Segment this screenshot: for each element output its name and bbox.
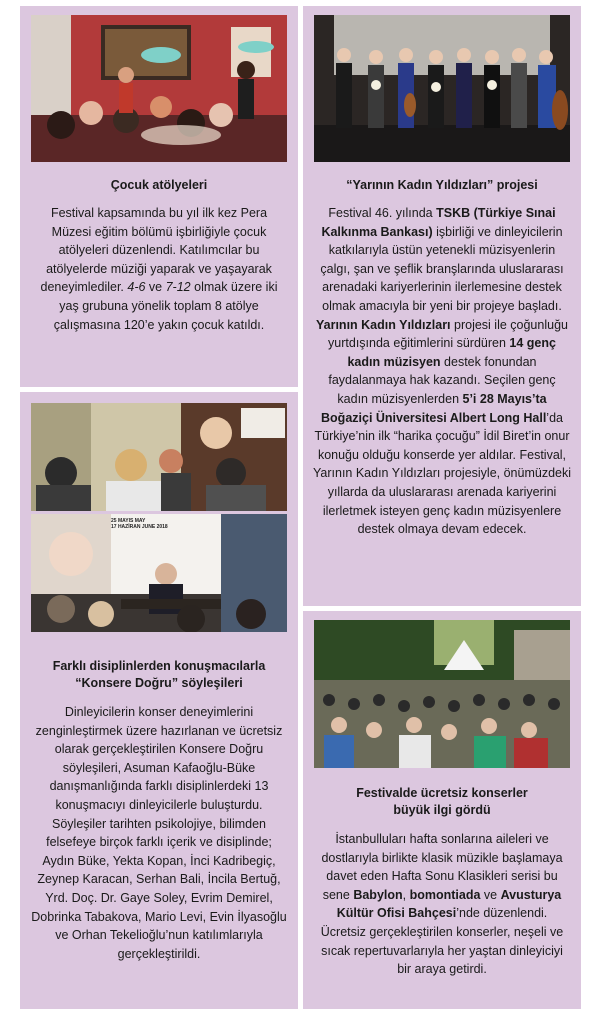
photo-women-musicians xyxy=(314,15,570,162)
body-text-segment: destek fonundan faydalanmaya hak kazandı. Seçilen genç kadın müzisyenlerden xyxy=(328,354,556,406)
body-text-segment: Babylon xyxy=(353,887,403,902)
body-text-segment: İstanbulluları hafta sonlarına aileleri ve dostlarıyla birlikte klasik müzikle başlamaya davet eden Hafta Sonu Klasikleri serisi bu sene xyxy=(321,832,563,902)
body-text-segment: olmak üzere iki yaş grubuna yönelik toplam 8 atölye çalışmasına 120’e yakın çocuk katıldı. xyxy=(53,280,278,332)
body-text-segment: Avusturya Kültür Ofisi Bahçesi xyxy=(336,887,562,921)
panel-cocuk-atolyeleri xyxy=(20,6,298,387)
body-text-segment: ’nde düzenlendi. Ücretsiz gerçekleştirilen konserler, neşeli ve sıcak repertuvarlarıyla her yaştan dinleyiciyi bir araya getirdi. xyxy=(320,906,564,977)
body-text-segment: Yarının Kadın Yıldızları xyxy=(316,317,451,332)
body-text-segment: 7-12 xyxy=(165,280,191,295)
body-text-segment: ve xyxy=(145,280,166,295)
panel-yarinin-kadin-yildizlari xyxy=(303,6,581,606)
section-title-line-2: “Konsere Doğru” söyleşileri xyxy=(75,676,243,690)
section-body xyxy=(313,204,571,539)
section-body xyxy=(30,204,288,334)
poster-line-2: 17 HAZİRAN JUNE 2018 xyxy=(111,524,168,530)
section-body xyxy=(313,830,571,979)
body-text-segment: bomontiada xyxy=(409,887,481,902)
body-text-segment: 14 genç kadın müzisyen xyxy=(347,336,556,369)
body-text-segment: projesi ile çoğunluğu yurtdışında eğitimlerini sürdüren xyxy=(328,317,568,351)
section-title-line-2: büyük ilgi gördü xyxy=(393,803,491,817)
body-text-segment: Dinleyicilerin konser deneyimlerini zenginleştirmek üzere hazırlanan ve ücretsiz olarak gerçekleştirilen Konsere Doğru söyleşileri, Asuman Kafaoğlu-Büke danışmanlığında farklı disiplinlerdeki 13 konuşmacıyı dinleyicilerle buluşturdu. Söyleşiler tarihten psikolojiye, bilimden felsefeye birçok farklı içerik ve disiplinde; Aydın Büke, Yekta Kopan, İnci Kadribegiç, Zeynep Karacan, Serhan Bali, İncila Bertuğ, Yrd. Doç. Dr. Gaye Soley, Evrim Demirel, Dobrinka Tabakova, Mario Levi, Evin İlyasoğlu ve Orhan Tekelioğlu’nun katılımlarıyla gerçekleştirildi. xyxy=(31,705,287,961)
panel-konsere-dogru xyxy=(20,392,298,1009)
body-text-segment: işbirliği ve dinleyicilerin katkılarıyla üstün yetenekli müzisyenlerin çalgı, şan ve şeflik branşlarında uluslararası arenadaki kariyerlerinin ilerlemesine destek olmak amacıyla bir yeni bir projeye başladı. xyxy=(320,224,564,313)
section-title-line-1: Farklı disiplinlerden konuşmacılarla xyxy=(52,659,266,673)
section-title: “Yarının Kadın Yıldızları” projesi xyxy=(346,178,538,192)
section-title-line-1: Festivalde ücretsiz konserler xyxy=(356,786,528,800)
body-text-segment: TSKB (Türkiye Sınai Kalkınma Bankası) xyxy=(321,206,556,239)
section-title xyxy=(32,658,286,692)
section-title: Çocuk atölyeleri xyxy=(110,178,208,192)
body-text-segment: Festival kapsamında bu yıl ilk kez Pera Müzesi eğitim bölümü işbirliğiyle çocuk atölyeleri düzenlendi. Katılımcılar bu atölyelerde müziği yaparak ve yaşayarak deneyimlediler. xyxy=(40,206,272,295)
body-text-segment: ’da Türkiye’nin ilk “harika çocuğu” İdil Biret’in onur konuğu olduğu konserde yer aldılar. Festival, Yarının Kadın Yıldızları projesiyle, önümüzdeki yıllarda da uluslararası arenada kariyerini ilerletmek isteyen genç kadın müzisyenlere destek olmaya devam edecek. xyxy=(313,410,572,537)
poster-line-1: 25 MAYIS MAY xyxy=(111,518,146,524)
section-body xyxy=(30,703,288,963)
body-text-segment: 5’i 28 Mayıs’ta Boğaziçi Üniversitesi Albert Long Hall xyxy=(321,391,547,425)
section-title xyxy=(315,785,569,819)
panel-ucretsiz-konserler xyxy=(303,611,581,1009)
photo-talk-audience xyxy=(31,403,287,511)
body-text-segment: 4-6 xyxy=(127,280,146,295)
body-text-segment: ve xyxy=(480,887,501,902)
poster-text xyxy=(111,518,168,530)
body-text-segment: Festival 46. yılında xyxy=(328,206,437,220)
body-text-segment: , xyxy=(402,887,410,902)
photo-children-workshop xyxy=(31,15,287,162)
photo-outdoor-concert xyxy=(314,620,570,768)
photo-talk-speaker xyxy=(31,514,287,632)
